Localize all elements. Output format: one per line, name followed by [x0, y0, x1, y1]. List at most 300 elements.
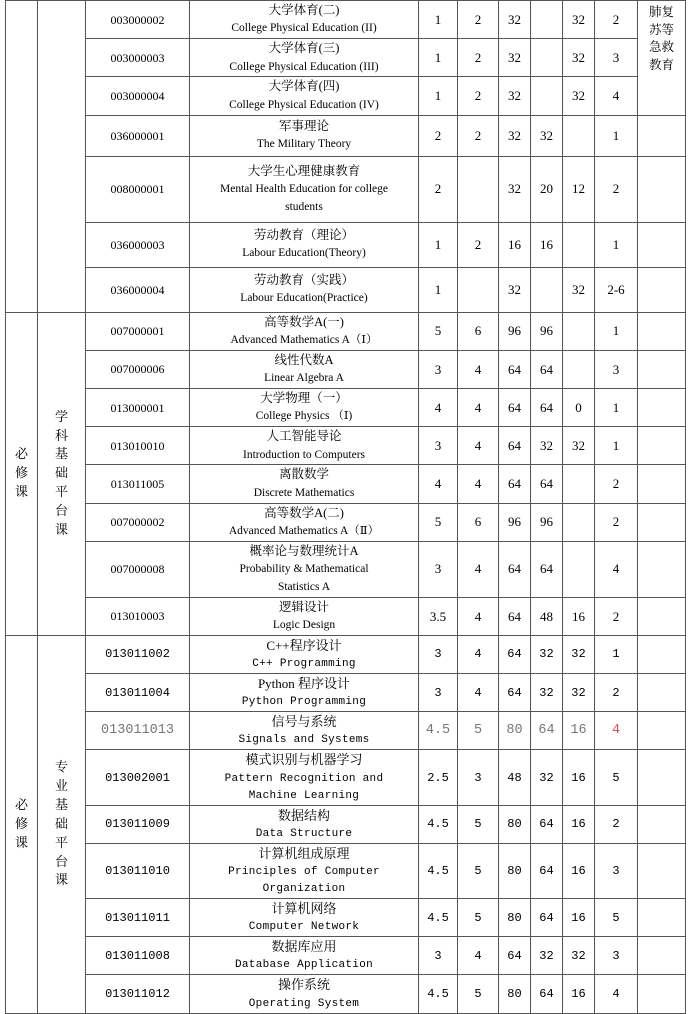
course-name-en: College Physical Education (III)	[229, 60, 379, 73]
remark-line: 急救	[648, 40, 674, 54]
practice-hours: 12	[563, 156, 595, 222]
theory-hours	[531, 267, 563, 312]
weekly-hours: 4	[458, 427, 499, 465]
weekly-hours: 2	[458, 222, 499, 267]
course-name	[190, 503, 419, 541]
course-name	[190, 427, 419, 465]
theory-hours: 32	[531, 937, 563, 975]
weekly-hours: 4	[458, 937, 499, 975]
total-hours: 64	[499, 350, 531, 388]
semester: 3	[595, 937, 638, 975]
total-hours: 96	[499, 312, 531, 350]
practice-hours: 16	[563, 712, 595, 750]
weekly-hours	[458, 156, 499, 222]
course-name	[190, 712, 419, 750]
course-row	[6, 899, 686, 937]
course-category-char: 修	[14, 815, 28, 831]
course-row	[6, 312, 686, 350]
remark-cell	[638, 267, 686, 312]
course-name	[190, 805, 419, 843]
course-name	[190, 937, 419, 975]
course-row	[6, 1, 686, 39]
course-row	[6, 77, 686, 115]
course-name-en: C++ Programming	[252, 658, 356, 671]
course-row	[6, 597, 686, 635]
course-code: 003000002	[86, 1, 190, 39]
course-name-en: Introduction to Computers	[242, 448, 365, 461]
weekly-hours: 4	[458, 388, 499, 426]
course-row	[6, 635, 686, 673]
semester: 4	[595, 975, 638, 1013]
remark-cell	[638, 899, 686, 937]
course-name	[190, 115, 419, 156]
remark-cell	[638, 597, 686, 635]
course-name-cn: 大学体育(三)	[268, 41, 340, 56]
practice-hours: 32	[563, 937, 595, 975]
total-hours: 80	[499, 843, 531, 898]
practice-hours	[563, 503, 595, 541]
course-name-en: Statistics A	[277, 580, 331, 593]
total-hours: 64	[499, 541, 531, 597]
weekly-hours: 5	[458, 805, 499, 843]
course-name-en: Python Programming	[241, 696, 367, 709]
course-credit: 2	[419, 156, 458, 222]
course-code: 013011005	[86, 465, 190, 503]
practice-hours	[563, 541, 595, 597]
semester: 2	[595, 805, 638, 843]
remark-cell	[638, 427, 686, 465]
semester: 1	[595, 222, 638, 267]
platform-label-char: 业	[54, 778, 68, 794]
theory-hours: 64	[531, 350, 563, 388]
platform-label-char: 科	[54, 427, 68, 443]
course-row	[6, 427, 686, 465]
platform-label-char: 基	[54, 797, 68, 812]
course-name-cn: 信号与系统	[271, 714, 337, 730]
course-name-en: Computer Network	[248, 921, 360, 934]
course-name-en: Principles of Computer	[228, 866, 380, 878]
course-name-en: students	[285, 200, 323, 213]
course-name-cn: 数据库应用	[271, 939, 337, 955]
semester: 1	[595, 427, 638, 465]
course-credit: 1	[419, 222, 458, 267]
course-category-char: 修	[14, 465, 28, 481]
course-name-cn: 逻辑设计	[278, 599, 329, 614]
course-code: 013011010	[86, 843, 190, 898]
curriculum-table-body	[6, 1, 686, 1014]
course-name-en: Logic Design	[272, 619, 336, 632]
semester: 3	[595, 843, 638, 898]
course-name-cn: 劳动教育（实践）	[253, 272, 354, 287]
course-credit: 4.5	[419, 899, 458, 937]
practice-hours: 0	[563, 388, 595, 426]
semester: 3	[595, 350, 638, 388]
total-hours: 80	[499, 975, 531, 1013]
course-code: 013011011	[86, 899, 190, 937]
course-name	[190, 39, 419, 77]
course-name-cn: 操作系统	[277, 977, 330, 993]
platform-label-char: 基	[54, 446, 68, 462]
practice-hours: 32	[563, 427, 595, 465]
weekly-hours: 5	[458, 712, 499, 750]
course-code: 003000004	[86, 77, 190, 115]
course-credit: 5	[419, 503, 458, 541]
course-code: 013000001	[86, 388, 190, 426]
course-name	[190, 156, 419, 222]
semester: 2-6	[595, 267, 638, 312]
course-name-cn: 军事理论	[278, 118, 329, 133]
semester: 4	[595, 77, 638, 115]
practice-hours	[563, 465, 595, 503]
remark-cell	[638, 312, 686, 350]
theory-hours	[531, 1, 563, 39]
theory-hours: 64	[531, 541, 563, 597]
course-name	[190, 975, 419, 1013]
course-name-en: Probability & Mathematical	[239, 563, 369, 576]
platform-label-char: 台	[54, 502, 68, 518]
course-code: 007000006	[86, 350, 190, 388]
weekly-hours: 4	[458, 350, 499, 388]
total-hours: 16	[499, 222, 531, 267]
weekly-hours: 4	[458, 674, 499, 712]
course-name-cn: 线性代数A	[274, 352, 334, 367]
course-code: 013011013	[86, 712, 190, 750]
course-name	[190, 388, 419, 426]
platform-label-char: 专	[54, 759, 68, 775]
course-name-en: Machine Learning	[248, 789, 360, 802]
theory-hours: 32	[531, 674, 563, 712]
course-code: 013011012	[86, 975, 190, 1013]
remark-cell	[638, 222, 686, 267]
course-name-cn: 计算机组成原理	[258, 845, 350, 861]
course-row	[6, 937, 686, 975]
course-name	[190, 750, 419, 805]
weekly-hours: 2	[458, 115, 499, 156]
course-credit: 3	[419, 541, 458, 597]
platform-label-char: 平	[54, 484, 68, 500]
semester: 3	[595, 39, 638, 77]
total-hours: 64	[499, 597, 531, 635]
course-category-char: 课	[14, 834, 28, 850]
course-name-en: Signals and Systems	[238, 734, 370, 747]
weekly-hours: 4	[458, 635, 499, 673]
total-hours: 80	[499, 712, 531, 750]
course-credit: 4.5	[419, 975, 458, 1013]
platform-label-char: 学	[54, 408, 68, 424]
platform-label-char: 础	[54, 815, 68, 831]
course-code: 013011008	[86, 937, 190, 975]
course-category-char: 必	[14, 446, 28, 462]
total-hours: 32	[499, 77, 531, 115]
course-code: 036000003	[86, 222, 190, 267]
remark-cell	[638, 503, 686, 541]
course-row	[6, 388, 686, 426]
course-name-en: Mental Health Education for college	[220, 182, 388, 195]
theory-hours: 48	[531, 597, 563, 635]
weekly-hours: 6	[458, 312, 499, 350]
total-hours: 48	[499, 750, 531, 805]
theory-hours: 64	[531, 712, 563, 750]
course-name-cn: Python 程序设计	[257, 676, 351, 692]
course-code: 007000001	[86, 312, 190, 350]
curriculum-table-wrapper	[5, 0, 685, 1014]
course-name-en: Database Application	[234, 959, 374, 972]
remark-line: 肺复	[648, 5, 674, 19]
course-row	[6, 350, 686, 388]
course-credit: 5	[419, 312, 458, 350]
theory-hours: 64	[531, 465, 563, 503]
course-credit: 1	[419, 77, 458, 115]
semester: 1	[595, 635, 638, 673]
course-name	[190, 1, 419, 39]
course-name-en: Operating System	[248, 997, 360, 1010]
weekly-hours: 3	[458, 750, 499, 805]
theory-hours: 96	[531, 503, 563, 541]
course-name-en: Advanced Mathematics A（Ⅰ）	[230, 333, 378, 346]
theory-hours: 64	[531, 843, 563, 898]
course-name	[190, 597, 419, 635]
course-category-char: 必	[14, 797, 28, 812]
course-name	[190, 899, 419, 937]
course-name-cn: 高等数学A(二)	[264, 505, 344, 520]
theory-hours: 20	[531, 156, 563, 222]
course-code: 036000001	[86, 115, 190, 156]
practice-hours: 16	[563, 899, 595, 937]
course-row	[6, 503, 686, 541]
remark-cell	[638, 541, 686, 597]
course-name	[190, 465, 419, 503]
course-row	[6, 843, 686, 898]
course-code: 013011002	[86, 635, 190, 673]
theory-hours: 32	[531, 635, 563, 673]
course-row	[6, 805, 686, 843]
course-code: 013011004	[86, 674, 190, 712]
course-name-cn: 大学体育(四)	[268, 79, 340, 94]
course-credit: 1	[419, 39, 458, 77]
course-row	[6, 674, 686, 712]
theory-hours: 32	[531, 115, 563, 156]
course-name-en: Labour Education(Practice)	[240, 292, 368, 305]
course-name-en: College Physical Education (IV)	[229, 98, 379, 111]
theory-hours	[531, 39, 563, 77]
total-hours: 80	[499, 899, 531, 937]
course-row	[6, 712, 686, 750]
course-code: 013010010	[86, 427, 190, 465]
platform-label-char: 础	[54, 465, 68, 481]
course-credit: 1	[419, 1, 458, 39]
course-name	[190, 541, 419, 597]
platform-label	[38, 312, 86, 635]
semester: 4	[595, 712, 638, 750]
remark-line: 苏等	[648, 22, 674, 37]
course-credit: 3	[419, 350, 458, 388]
course-credit: 3	[419, 635, 458, 673]
course-credit: 4	[419, 388, 458, 426]
total-hours: 64	[499, 937, 531, 975]
course-row	[6, 156, 686, 222]
semester: 4	[595, 541, 638, 597]
course-credit: 1	[419, 267, 458, 312]
theory-hours: 64	[531, 805, 563, 843]
total-hours: 64	[499, 674, 531, 712]
course-code: 013002001	[86, 750, 190, 805]
course-row	[6, 39, 686, 77]
theory-hours: 16	[531, 222, 563, 267]
platform-label	[38, 1, 86, 313]
weekly-hours: 5	[458, 975, 499, 1013]
semester: 2	[595, 1, 638, 39]
course-name-cn: 高等数学A(一)	[264, 314, 344, 329]
total-hours: 64	[499, 427, 531, 465]
theory-hours: 96	[531, 312, 563, 350]
practice-hours: 32	[563, 635, 595, 673]
total-hours: 32	[499, 156, 531, 222]
course-row	[6, 750, 686, 805]
course-name	[190, 267, 419, 312]
total-hours: 64	[499, 388, 531, 426]
course-credit: 4	[419, 465, 458, 503]
course-row	[6, 222, 686, 267]
semester: 2	[595, 465, 638, 503]
course-name-en: Linear Algebra A	[264, 372, 344, 385]
remark-cell	[638, 975, 686, 1013]
practice-hours	[563, 222, 595, 267]
course-credit: 4.5	[419, 805, 458, 843]
course-code: 007000002	[86, 503, 190, 541]
practice-hours: 16	[563, 805, 595, 843]
practice-hours	[563, 115, 595, 156]
theory-hours	[531, 77, 563, 115]
weekly-hours: 4	[458, 597, 499, 635]
course-name-cn: 大学生心理健康教育	[247, 163, 361, 178]
practice-hours: 16	[563, 975, 595, 1013]
course-name-en: Organization	[262, 883, 346, 896]
semester: 5	[595, 750, 638, 805]
weekly-hours: 4	[458, 465, 499, 503]
semester: 2	[595, 503, 638, 541]
course-row	[6, 115, 686, 156]
course-credit: 3	[419, 427, 458, 465]
course-credit: 3	[419, 674, 458, 712]
weekly-hours	[458, 267, 499, 312]
remark-cell	[638, 674, 686, 712]
platform-label-char: 课	[54, 521, 68, 537]
course-row	[6, 267, 686, 312]
semester: 1	[595, 115, 638, 156]
course-name	[190, 222, 419, 267]
theory-hours: 64	[531, 975, 563, 1013]
platform-label-char: 平	[54, 834, 68, 850]
course-code: 007000008	[86, 541, 190, 597]
weekly-hours: 2	[458, 1, 499, 39]
platform-label	[38, 635, 86, 1013]
weekly-hours: 2	[458, 77, 499, 115]
total-hours: 32	[499, 115, 531, 156]
course-row	[6, 541, 686, 597]
weekly-hours: 5	[458, 843, 499, 898]
course-credit: 4.5	[419, 843, 458, 898]
course-name-en: Data Structure	[255, 827, 353, 840]
course-name-cn: 离散数学	[278, 467, 329, 482]
total-hours: 64	[499, 635, 531, 673]
practice-hours	[563, 312, 595, 350]
theory-hours: 64	[531, 388, 563, 426]
practice-hours: 32	[563, 267, 595, 312]
course-name	[190, 674, 419, 712]
practice-hours: 16	[563, 750, 595, 805]
total-hours: 32	[499, 267, 531, 312]
course-name	[190, 350, 419, 388]
semester: 1	[595, 388, 638, 426]
practice-hours: 32	[563, 674, 595, 712]
course-name-en: The Military Theory	[256, 138, 352, 151]
remark-cell	[638, 156, 686, 222]
remark-cell	[638, 805, 686, 843]
course-name-en: Pattern Recognition and	[224, 772, 384, 785]
platform-label-char: 台	[54, 853, 68, 869]
course-category	[6, 635, 38, 1013]
total-hours: 32	[499, 39, 531, 77]
total-hours: 96	[499, 503, 531, 541]
course-row	[6, 975, 686, 1013]
weekly-hours: 2	[458, 39, 499, 77]
semester: 1	[595, 312, 638, 350]
theory-hours: 32	[531, 427, 563, 465]
course-name	[190, 635, 419, 673]
course-name-en: Advanced Mathematics A（Ⅱ）	[228, 524, 380, 537]
remark-cell	[638, 635, 686, 673]
course-row	[6, 465, 686, 503]
course-code: 013011009	[86, 805, 190, 843]
remark-cell	[638, 350, 686, 388]
remark-cell	[638, 388, 686, 426]
course-name-cn: 模式识别与机器学习	[245, 752, 363, 768]
course-name-cn: C++程序设计	[266, 637, 342, 653]
semester: 2	[595, 156, 638, 222]
course-code: 036000004	[86, 267, 190, 312]
course-category	[6, 1, 38, 313]
semester: 5	[595, 899, 638, 937]
course-category	[6, 312, 38, 635]
practice-hours: 32	[563, 39, 595, 77]
remark-line: 教育	[648, 57, 674, 72]
remark-cell	[638, 750, 686, 805]
course-credit: 2	[419, 115, 458, 156]
course-name	[190, 843, 419, 898]
practice-hours	[563, 350, 595, 388]
semester: 2	[595, 674, 638, 712]
remark-cell	[638, 465, 686, 503]
course-name-cn: 劳动教育（理论）	[253, 227, 354, 242]
course-name-cn: 大学体育(二)	[268, 3, 340, 17]
total-hours: 80	[499, 805, 531, 843]
weekly-hours: 6	[458, 503, 499, 541]
remark-cell	[638, 937, 686, 975]
course-credit: 3	[419, 937, 458, 975]
practice-hours: 32	[563, 77, 595, 115]
course-name-en: Labour Education(Theory)	[242, 247, 366, 260]
course-name-cn: 计算机网络	[271, 901, 337, 917]
total-hours: 64	[499, 465, 531, 503]
course-code: 008000001	[86, 156, 190, 222]
semester: 2	[595, 597, 638, 635]
curriculum-table	[5, 0, 686, 1014]
course-name-cn: 大学物理（一）	[260, 390, 348, 405]
course-name	[190, 77, 419, 115]
course-category-char: 课	[14, 484, 28, 500]
course-code: 003000003	[86, 39, 190, 77]
theory-hours: 64	[531, 899, 563, 937]
